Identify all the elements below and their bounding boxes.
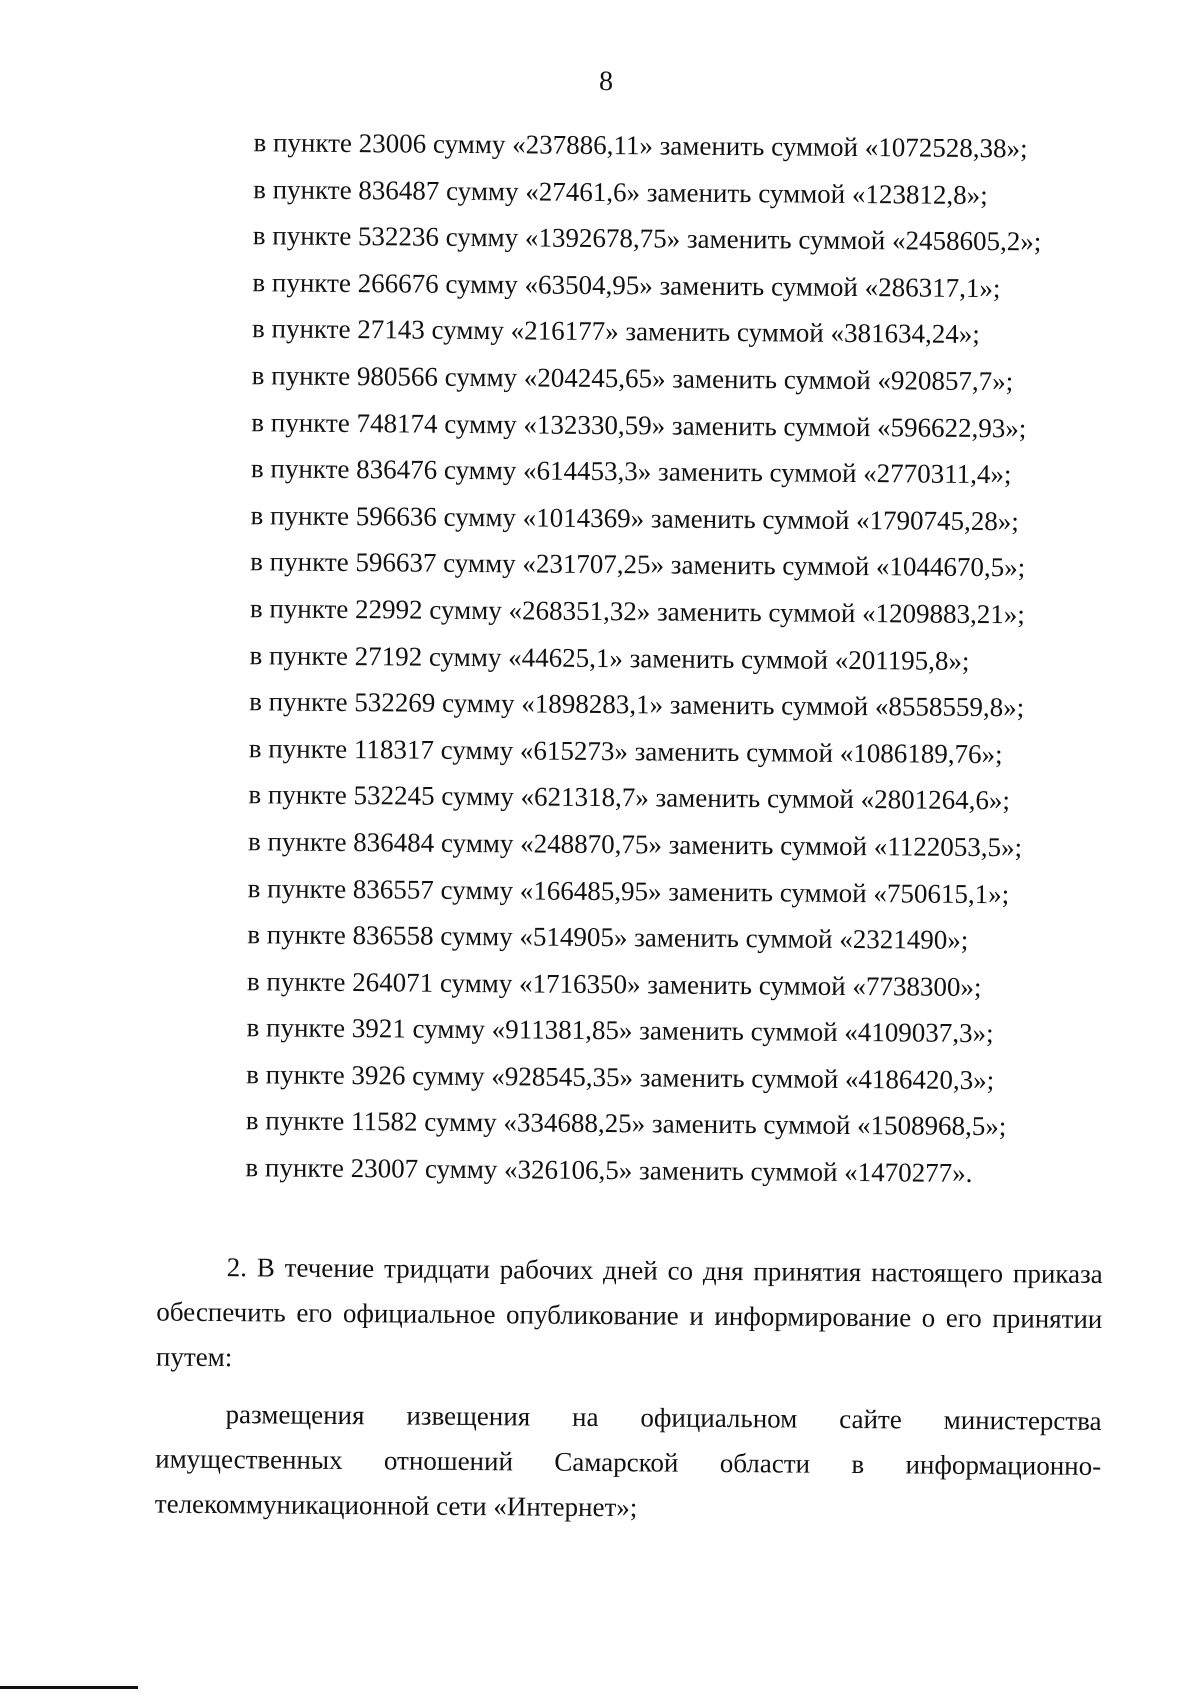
amendment-line: в пункте 532269 сумму «1898283,1» заменить суммой «8558559,8»; bbox=[249, 686, 1025, 723]
page-number: 8 bbox=[598, 65, 614, 98]
amendment-line: в пункте 980566 сумму «204245,65» заменить суммой «920857,7»; bbox=[251, 360, 1014, 397]
paragraph-indent bbox=[155, 1423, 225, 1424]
amendment-line: в пункте 532245 сумму «621318,7» заменить суммой «2801264,6»; bbox=[248, 779, 1011, 816]
amendment-line: в пункте 264071 сумму «1716350» заменить суммой «7738300»; bbox=[246, 965, 982, 1002]
amendment-line: в пункте 27143 сумму «216177» заменить суммой «381634,24»; bbox=[251, 313, 980, 350]
amendment-line: в пункте 118317 сумму «615273» заменить суммой «1086189,76»; bbox=[248, 732, 1003, 769]
amendment-list bbox=[245, 119, 1113, 1197]
paragraph-website-notice-text: размещения извещения на официальном сайте министерства имущественных отношений Самарской области в информационно-телекоммуникационной сети «Интернет»; bbox=[154, 1399, 1102, 1523]
amendment-line: в пункте 836487 сумму «27461,6» заменить суммой «123812,8»; bbox=[253, 173, 988, 210]
amendment-line: в пункте 266676 сумму «63504,95» заменить суммой «286317,1»; bbox=[252, 267, 1001, 303]
paragraph-indent bbox=[157, 1276, 227, 1277]
footer-rule bbox=[0, 1686, 138, 1689]
paragraph-website-notice bbox=[155, 1392, 1102, 1534]
amendment-line: в пункте 22992 сумму «268351,32» заменить суммой «1209883,21»; bbox=[249, 593, 1025, 630]
amendment-line: в пункте 836476 сумму «614453,3» заменить суммой «2770311,4»; bbox=[250, 453, 1012, 490]
amendment-line: в пункте 836557 сумму «166485,95» заменить суммой «750615,1»; bbox=[247, 872, 1010, 909]
amendment-line: в пункте 11582 сумму «334688,25» заменить суммой «1508968,5»; bbox=[245, 1105, 1007, 1142]
amendment-line: в пункте 836558 сумму «514905» заменить суммой «2321490»; bbox=[247, 919, 969, 955]
amendment-line: в пункте 23007 сумму «326106,5» заменить суммой «1470277». bbox=[245, 1152, 973, 1188]
amendment-line: в пункте 532236 сумму «1392678,75» заменить суммой «2458605,2»; bbox=[252, 220, 1042, 257]
amendment-line: в пункте 3926 сумму «928545,35» заменить суммой «4186420,3»; bbox=[246, 1059, 995, 1095]
amendment-line: в пункте 3921 сумму «911381,85» заменить суммой «4109037,3»; bbox=[246, 1012, 994, 1049]
amendment-line: в пункте 748174 сумму «132330,59» заменить суммой «596622,93»; bbox=[251, 406, 1027, 443]
paragraph-publication bbox=[156, 1245, 1103, 1387]
amendment-line: в пункте 596637 сумму «231707,25» заменить суммой «1044670,5»; bbox=[250, 546, 1026, 583]
amendment-line: в пункте 27192 сумму «44625,1» заменить суммой «201195,8»; bbox=[249, 639, 970, 676]
paragraph-publication-text: 2. В течение тридцати рабочих дней со дня принятия настоящего приказа обеспечить его официальное опубликование и информирование о его принятии путем: bbox=[155, 1252, 1103, 1373]
amendment-line: в пункте 596636 сумму «1014369» заменить суммой «1790745,28»; bbox=[250, 499, 1019, 537]
amendment-line: в пункте 23006 сумму «237886,11» заменить суммой «1072528,38»; bbox=[253, 127, 1028, 164]
amendment-line: в пункте 836484 сумму «248870,75» заменить суммой «1122053,5»; bbox=[247, 826, 1023, 863]
